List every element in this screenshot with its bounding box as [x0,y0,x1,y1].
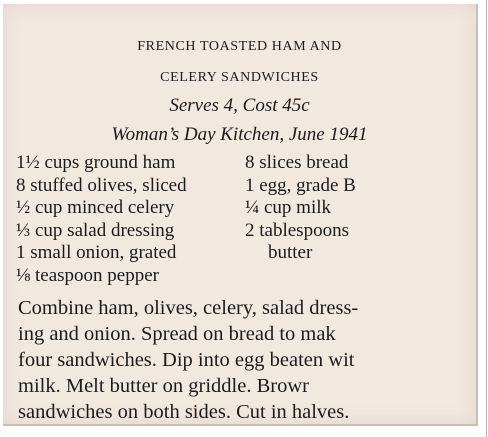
recipe-title-line-2: CELERY SANDWICHES [160,70,319,85]
ingredient-right-5: butter [268,242,313,263]
page-margin-bottom [0,426,488,437]
ingredient-left-2: 8 stuffed olives, sliced [16,175,187,196]
ingredient-right-3: ¼ cup milk [245,197,332,218]
recipe-source: Woman’s Day Kitchen, June 1941 [111,124,368,145]
page-edge-line [486,0,487,437]
serves-cost: Serves 4, Cost 45c [169,95,310,116]
recipe-title-line-1: FRENCH TOASTED HAM AND [137,39,342,54]
ingredient-right-4: 2 tablespoons [245,220,349,241]
recipe-clipping [3,4,478,426]
ingredient-right-1: 8 slices bread [245,152,349,173]
ingredient-left-1: 1½ cups ground ham [16,152,176,173]
ingredient-left-4: ⅓ cup salad dressing [16,220,175,241]
directions-line-3: four sandwiches. Dip into egg beaten wit [18,349,355,371]
ingredient-left-3: ½ cup minced celery [16,197,175,218]
directions-line-1: Combine ham, olives, celery, salad dress- [18,297,359,319]
directions-line-2: ing and onion. Spread on bread to mak [18,323,336,345]
ingredient-right-2: 1 egg, grade B [245,175,356,196]
directions-line-5: sandwiches on both sides. Cut in halves. [18,401,350,423]
ingredient-left-6: ⅛ teaspoon pepper [16,265,159,286]
ingredient-left-5: 1 small onion, grated [16,242,177,263]
directions-line-4: milk. Melt butter on griddle. Browr [18,375,309,397]
